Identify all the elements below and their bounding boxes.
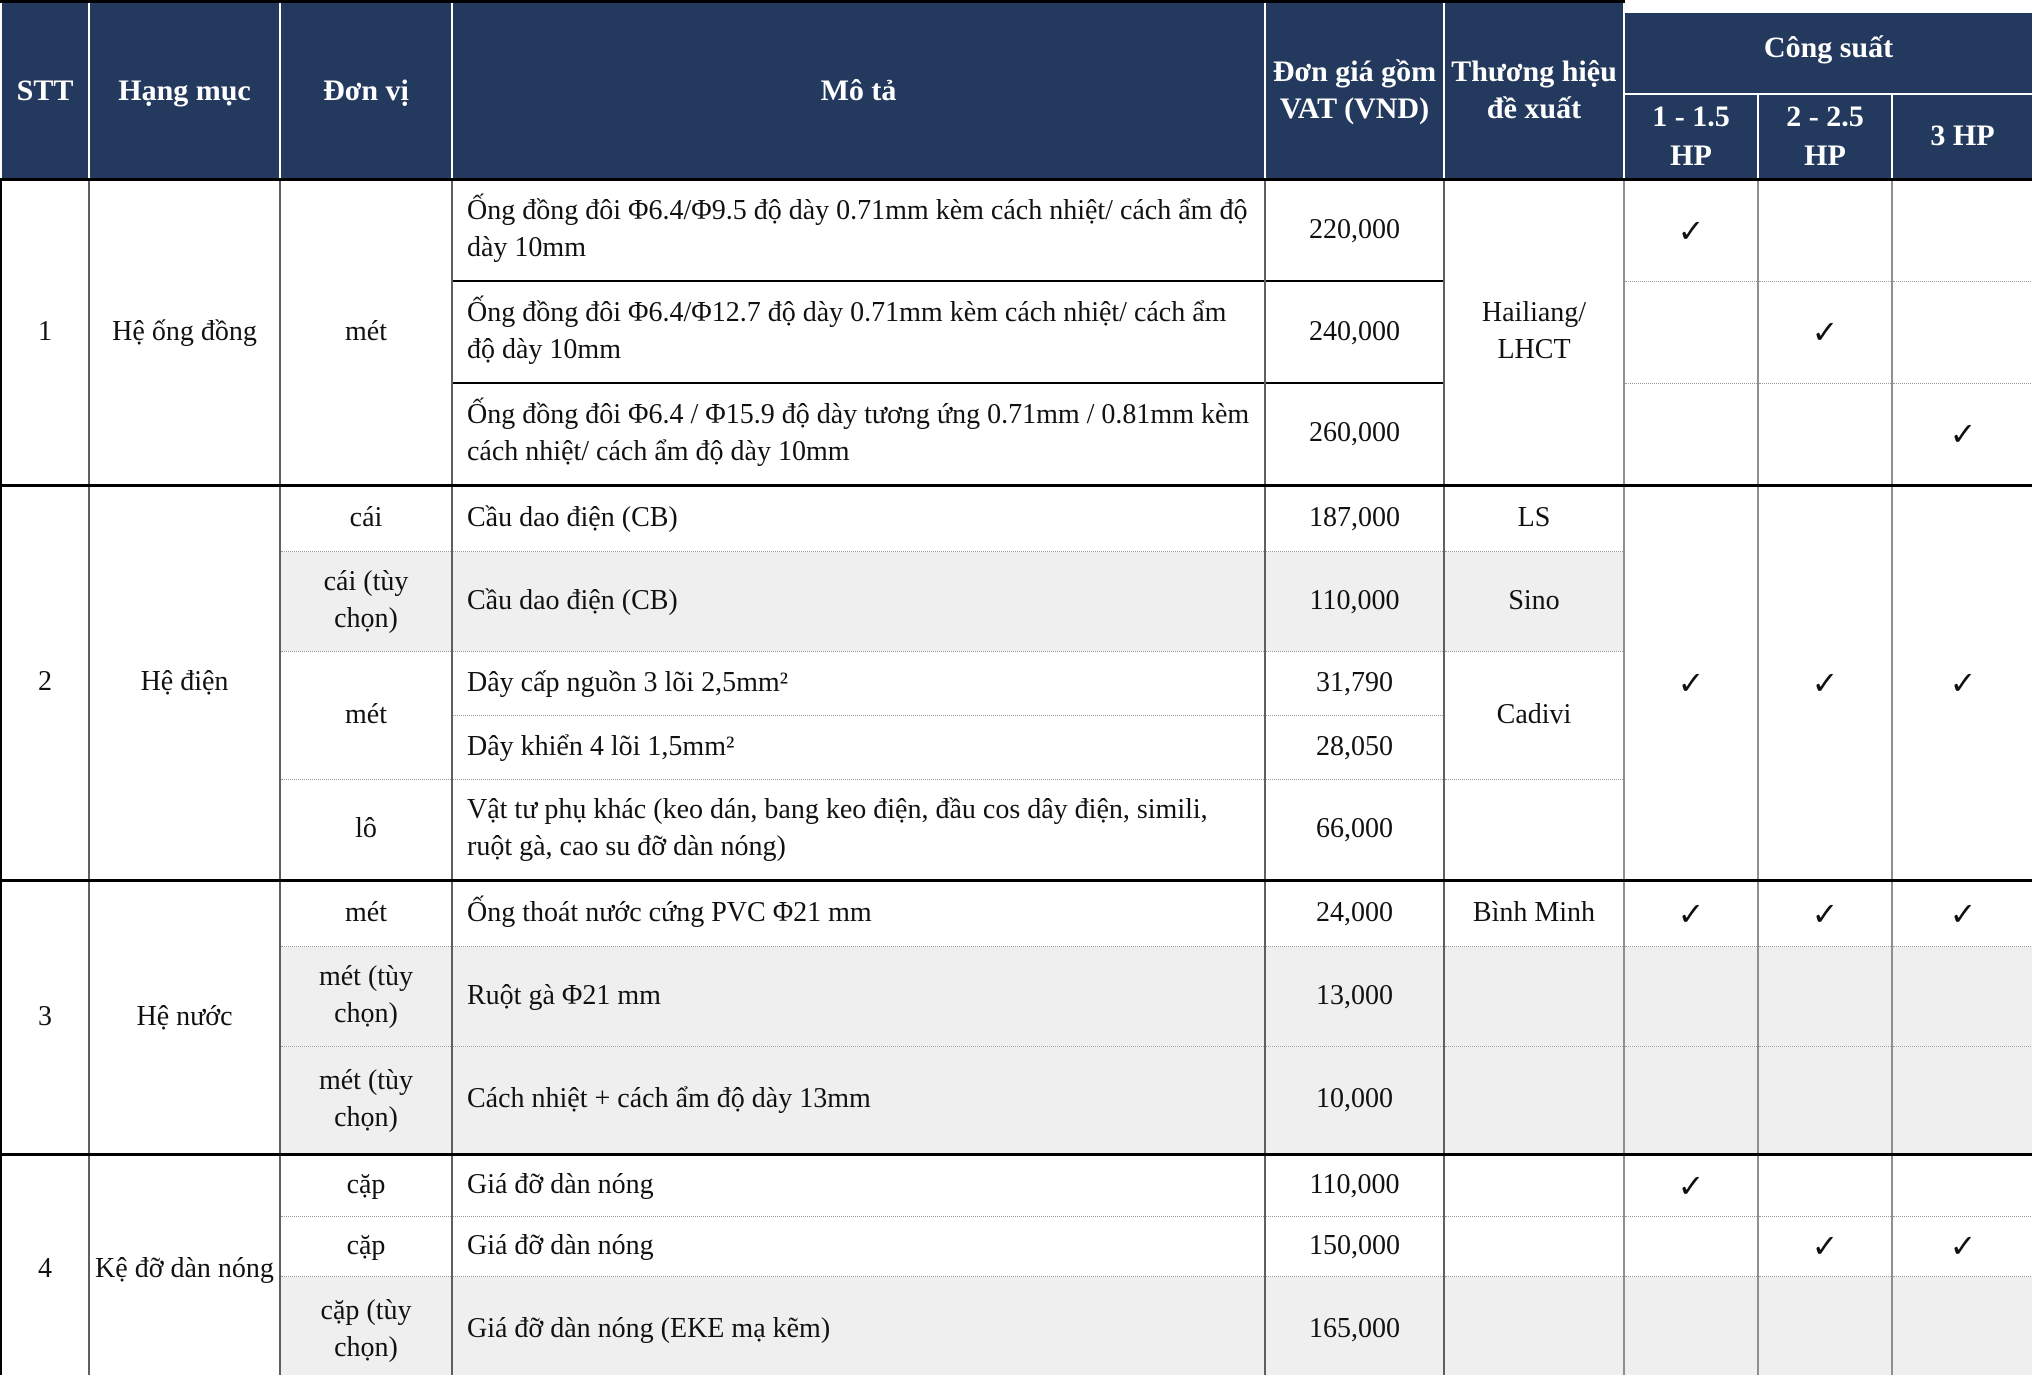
check-cell [1892, 281, 2032, 383]
stt-cell: 4 [1, 1154, 89, 1375]
header-row-1 [1, 2, 2032, 94]
unit-cell: cái [280, 485, 452, 551]
header-hp-1: 1 - 1.5 HP [1624, 94, 1758, 180]
header-price: Đơn giá gồm VAT (VND) [1265, 2, 1444, 180]
brand-cell: Hailiang/ LHCT [1444, 179, 1624, 485]
table-row [1, 946, 2032, 1046]
check-cell [1758, 179, 1892, 281]
table-row [1, 880, 2032, 946]
check-cell [1624, 946, 1758, 1046]
check-cell [1758, 946, 1892, 1046]
brand-cell: Cadivi [1444, 651, 1624, 779]
description-cell: Giá đỡ dàn nóng [452, 1216, 1265, 1276]
check-cell [1624, 281, 1758, 383]
category-cell: Hệ điện [89, 485, 280, 880]
description-cell: Cầu dao điện (CB) [452, 551, 1265, 651]
check-cell: ✓ [1624, 179, 1758, 281]
description-cell: Giá đỡ dàn nóng [452, 1154, 1265, 1216]
check-cell: ✓ [1892, 880, 2032, 946]
check-cell: ✓ [1624, 485, 1758, 880]
price-cell: 240,000 [1265, 281, 1444, 383]
description-cell: Dây khiển 4 lõi 1,5mm² [452, 715, 1265, 779]
price-cell: 66,000 [1265, 779, 1444, 880]
header-unit: Đơn vị [280, 2, 452, 180]
stt-cell: 2 [1, 485, 89, 880]
table-row [1, 485, 2032, 551]
price-cell: 110,000 [1265, 551, 1444, 651]
price-cell: 110,000 [1265, 1154, 1444, 1216]
unit-cell: mét [280, 880, 452, 946]
header-capacity: Công suất [1624, 2, 2032, 94]
check-cell [1624, 1276, 1758, 1375]
check-cell: ✓ [1624, 1154, 1758, 1216]
header-stt: STT [1, 2, 89, 180]
price-cell: 13,000 [1265, 946, 1444, 1046]
category-cell: Hệ nước [89, 880, 280, 1154]
table-row [1, 179, 2032, 281]
check-cell [1624, 383, 1758, 485]
table-row [1, 1046, 2032, 1154]
brand-cell: LS [1444, 485, 1624, 551]
brand-cell [1444, 1216, 1624, 1276]
check-cell: ✓ [1758, 281, 1892, 383]
unit-cell: mét (tùy chọn) [280, 1046, 452, 1154]
description-cell: Ống đồng đôi Φ6.4/Φ9.5 độ dày 0.71mm kèm cách nhiệt/ cách ẩm độ dày 10mm [452, 179, 1265, 281]
brand-cell [1444, 779, 1624, 880]
price-cell: 187,000 [1265, 485, 1444, 551]
check-cell: ✓ [1624, 880, 1758, 946]
description-cell: Vật tư phụ khác (keo dán, bang keo điện, đầu cos dây điện, simili, ruột gà, cao su đỡ dàn nóng) [452, 779, 1265, 880]
check-cell [1892, 1046, 2032, 1154]
category-cell: Hệ ống đồng [89, 179, 280, 485]
unit-cell: mét (tùy chọn) [280, 946, 452, 1046]
unit-cell: cặp [280, 1154, 452, 1216]
check-cell: ✓ [1892, 485, 2032, 880]
price-cell: 24,000 [1265, 880, 1444, 946]
brand-cell: Sino [1444, 551, 1624, 651]
description-cell: Ống đồng đôi Φ6.4 / Φ15.9 độ dày tương ứng 0.71mm / 0.81mm kèm cách nhiệt/ cách ẩm độ dày 10mm [452, 383, 1265, 485]
check-cell [1892, 179, 2032, 281]
check-cell: ✓ [1758, 1216, 1892, 1276]
header-brand: Thương hiệu đề xuất [1444, 2, 1624, 180]
header-category: Hạng mục [89, 2, 280, 180]
check-cell [1892, 1276, 2032, 1375]
check-cell [1624, 1216, 1758, 1276]
description-cell: Ruột gà Φ21 mm [452, 946, 1265, 1046]
check-cell: ✓ [1892, 1216, 2032, 1276]
price-cell: 220,000 [1265, 179, 1444, 281]
check-cell [1758, 383, 1892, 485]
check-cell: ✓ [1758, 485, 1892, 880]
header-hp-2: 2 - 2.5 HP [1758, 94, 1892, 180]
stt-cell: 1 [1, 179, 89, 485]
header-hp-3: 3 HP [1892, 94, 2032, 180]
brand-cell [1444, 1154, 1624, 1216]
price-cell: 31,790 [1265, 651, 1444, 715]
brand-cell: Bình Minh [1444, 880, 1624, 946]
category-cell: Kệ đỡ dàn nóng [89, 1154, 280, 1375]
brand-cell [1444, 946, 1624, 1046]
description-cell: Cầu dao điện (CB) [452, 485, 1265, 551]
description-cell: Dây cấp nguồn 3 lõi 2,5mm² [452, 651, 1265, 715]
unit-cell: lô [280, 779, 452, 880]
table-row [1, 1216, 2032, 1276]
stt-cell: 3 [1, 880, 89, 1154]
price-cell: 165,000 [1265, 1276, 1444, 1375]
description-cell: Giá đỡ dàn nóng (EKE mạ kẽm) [452, 1276, 1265, 1375]
price-cell: 260,000 [1265, 383, 1444, 485]
unit-cell: mét [280, 651, 452, 779]
unit-cell: cặp (tùy chọn) [280, 1276, 452, 1375]
description-cell: Ống đồng đôi Φ6.4/Φ12.7 độ dày 0.71mm kèm cách nhiệt/ cách ẩm độ dày 10mm [452, 281, 1265, 383]
unit-cell: cái (tùy chọn) [280, 551, 452, 651]
check-cell [1758, 1276, 1892, 1375]
brand-cell [1444, 1046, 1624, 1154]
table-row [1, 1154, 2032, 1216]
check-cell [1758, 1154, 1892, 1216]
price-cell: 10,000 [1265, 1046, 1444, 1154]
price-cell: 28,050 [1265, 715, 1444, 779]
check-cell: ✓ [1758, 880, 1892, 946]
description-cell: Cách nhiệt + cách ẩm độ dày 13mm [452, 1046, 1265, 1154]
check-cell [1892, 1154, 2032, 1216]
check-cell: ✓ [1892, 383, 2032, 485]
check-cell [1624, 1046, 1758, 1154]
header-description: Mô tả [452, 2, 1265, 180]
description-cell: Ống thoát nước cứng PVC Φ21 mm [452, 880, 1265, 946]
brand-cell [1444, 1276, 1624, 1375]
unit-cell: cặp [280, 1216, 452, 1276]
check-cell [1758, 1046, 1892, 1154]
price-cell: 150,000 [1265, 1216, 1444, 1276]
check-cell [1892, 946, 2032, 1046]
unit-cell: mét [280, 179, 452, 485]
table-row [1, 1276, 2032, 1375]
